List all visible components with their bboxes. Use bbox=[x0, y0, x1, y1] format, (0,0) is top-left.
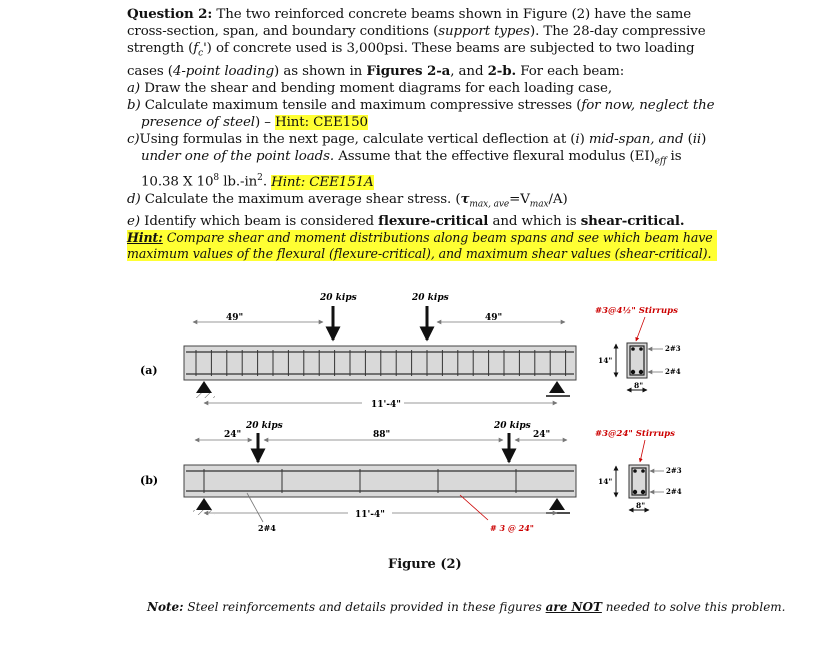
beam-b-bottom-bars: 2#4 bbox=[666, 487, 682, 496]
question-intro: Question 2: The two reinforced concrete beams shown in Figure (2) have the same cross-section, span, and boundary conditions (support types). The 28-day compressive strength $(f_c')$ of concrete used is 3,000psi. These beams are subjected to two loading cases (4-point loading) as shown in Figures 2-a, and 2-b. For each beam: bbox=[127, 6, 706, 79]
beam-a-span: 11'-4" bbox=[371, 400, 401, 410]
beam-b-stirrup-callout: # 3 @ 24" bbox=[490, 523, 534, 533]
hint-compare: Hint: Compare shear and moment distributions along beam spans and see which beam have maximum values of the flexural (flexure-critical), and maximum shear values (shear-critical). bbox=[127, 230, 717, 261]
beam-b-stirrups-callout bbox=[640, 440, 645, 462]
beam-b-rebar bbox=[633, 490, 637, 494]
item-d: d) Calculate the maximum average shear stress. $(\tau_{max, ave}=V_{max}/A)$ bbox=[127, 190, 568, 210]
beam-b-load-right: 20 kips bbox=[494, 421, 531, 431]
beam-a-rebar bbox=[631, 370, 635, 374]
figure-caption: Figure (2) bbox=[388, 557, 462, 572]
beam-b-rebar bbox=[633, 469, 637, 473]
beam-a bbox=[140, 293, 681, 410]
note: Note: Steel reinforcements and details provided in these figures are NOT needed to solve this problem. bbox=[147, 600, 786, 614]
beam-b-width: 8" bbox=[636, 501, 646, 510]
beam-b bbox=[140, 421, 682, 533]
beam-b-dim-left: 24" bbox=[224, 430, 242, 440]
beam-b-pin-ground bbox=[193, 510, 215, 515]
beam-a-roller-support bbox=[549, 381, 565, 393]
beam-a-load-left: 20 kips bbox=[320, 293, 357, 303]
beam-a-top-bars: 2#3 bbox=[665, 344, 681, 353]
beam-b-rebar bbox=[641, 469, 645, 473]
beam-b-bottom-callout: 2#4 bbox=[258, 523, 276, 533]
beam-a-width: 8" bbox=[634, 381, 644, 390]
beam-b-stirrups-label: #3@24" Stirrups bbox=[595, 429, 675, 439]
beam-a-bottom-bars: 2#4 bbox=[665, 367, 681, 376]
beam-b-roller-support bbox=[549, 498, 565, 510]
beam-b-label: (b) bbox=[140, 474, 159, 487]
beam-a-body bbox=[184, 346, 576, 380]
beam-a-load-right: 20 kips bbox=[412, 293, 449, 303]
beam-b-rebar bbox=[641, 490, 645, 494]
item-e: e) Identify which beam is considered flexure-critical and which is shear-critical. bbox=[127, 213, 685, 230]
item-c: c)Using formulas in the next page, calculate vertical deflection at (i) mid-span, and (ii) under one of the point loads. Assume that the effective flexural modulus $(EI)_{eff}$ is 10.38 X $10^8$ $lb.-in^2$. Hint: CEE151A bbox=[127, 131, 707, 190]
beam-a-rebar bbox=[639, 370, 643, 374]
beam-a-pin-ground bbox=[193, 393, 215, 398]
beam-b-span: 11'-4" bbox=[355, 510, 385, 520]
beam-b-stirrup-callout-line bbox=[460, 495, 488, 520]
beam-b-dim-mid: 88" bbox=[373, 430, 391, 440]
beam-b-top-bars: 2#3 bbox=[666, 466, 682, 475]
question-title: Question 2: bbox=[127, 6, 213, 22]
hint-cee150: Hint: CEE150 bbox=[275, 114, 368, 130]
item-a: a) Draw the shear and bending moment diagrams for each loading case, bbox=[127, 80, 613, 96]
beam-a-label: (a) bbox=[140, 364, 158, 377]
beam-a-dim-right: 49" bbox=[485, 313, 503, 323]
beam-a-rebar bbox=[639, 347, 643, 351]
beam-b-pin-support bbox=[196, 498, 212, 510]
hint-cee151a: Hint: CEE151A bbox=[271, 174, 374, 190]
beam-a-dim-left: 49" bbox=[226, 313, 244, 323]
beam-a-stirrups-callout bbox=[636, 317, 645, 341]
item-b: b) Calculate maximum tensile and maximum compressive stresses (for now, neglect the presence of steel) – Hint: CEE150 bbox=[127, 97, 715, 130]
beam-b-body bbox=[184, 465, 576, 497]
beam-b-dim-right: 24" bbox=[533, 430, 551, 440]
beam-a-stirrups-label: #3@4½" Stirrups bbox=[595, 306, 678, 316]
beam-b-load-left: 20 kips bbox=[246, 421, 283, 431]
beam-a-pin-support bbox=[196, 381, 212, 393]
beam-a-rebar bbox=[631, 347, 635, 351]
beam-a-depth: 14" bbox=[598, 356, 613, 365]
beam-b-depth: 14" bbox=[598, 477, 613, 486]
